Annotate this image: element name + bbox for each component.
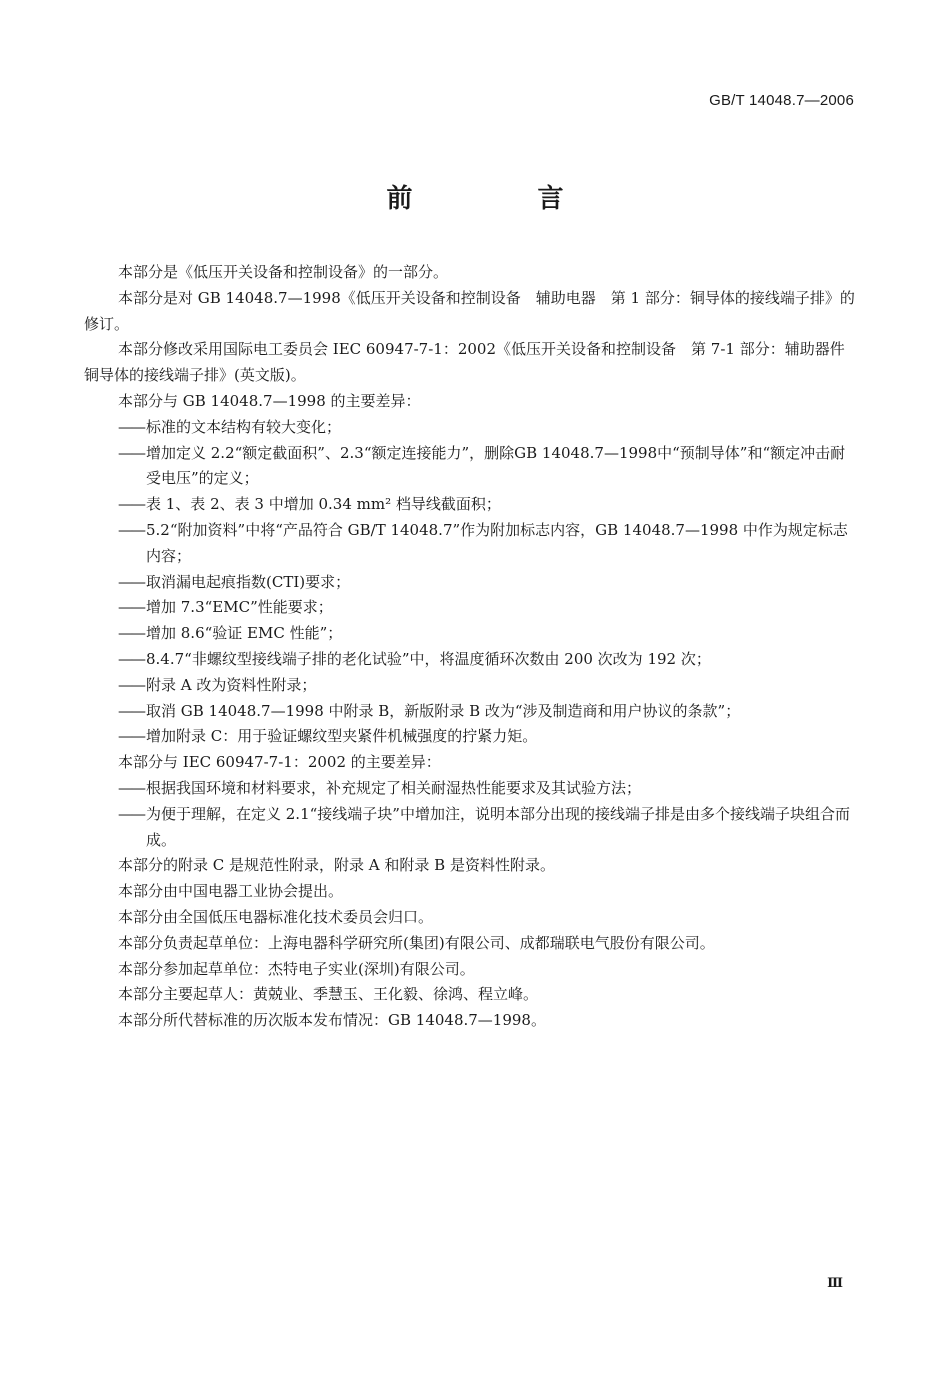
paragraph [84, 750, 856, 776]
paragraph [84, 982, 856, 1008]
paragraph-text: 增加附录 C：用于验证螺纹型夹紧件机械强度的拧紧力矩。 [146, 727, 538, 746]
paragraph [84, 931, 856, 957]
list-dash: —— [118, 520, 144, 539]
dash-list-item [84, 492, 856, 518]
list-dash: —— [118, 417, 144, 436]
paragraph-text: 增加 8.6“验证 EMC 性能”； [146, 624, 343, 643]
page-title: 前 言 [386, 184, 622, 214]
list-dash: —— [118, 572, 144, 591]
paragraph [84, 853, 856, 879]
paragraph-text: 本部分主要起草人：黄兢业、季慧玉、王化毅、徐鸿、程立峰。 [118, 985, 539, 1004]
list-dash: —— [118, 778, 144, 797]
list-dash: —— [118, 598, 144, 617]
paragraph-text: 表 1、表 2、表 3 中增加 0.34 mm² 档导线截面积； [146, 495, 501, 514]
paragraph-text: 增加 7.3“EMC”性能要求； [146, 598, 333, 617]
list-dash: —— [118, 443, 144, 462]
paragraph-text: 取消 GB 14048.7—1998 中附录 B，新版附录 B 改为“涉及制造商和用户协议的条款”； [146, 701, 741, 720]
paragraph-text: 增加定义 2.2“额定截面积”、2.3“额定连接能力”，删除GB 14048.7—1998中“预制导体”和“额定冲击耐受电压”的定义； [146, 443, 846, 488]
document-body [84, 260, 860, 1034]
paragraph [84, 879, 856, 905]
paragraph-text: 本部分所代替标准的历次版本发布情况：GB 14048.7—1998。 [118, 1011, 546, 1030]
dash-list-item [84, 441, 856, 493]
paragraph-text: 本部分修改采用国际电工委员会 IEC 60947-7-1：2002《低压开关设备和控制设备 第 7-1 部分：辅助器件 铜导体的接线端子排》(英文版)。 [84, 340, 860, 385]
dash-list-item [84, 724, 856, 750]
list-dash: —— [118, 649, 144, 668]
dash-list-item [84, 699, 856, 725]
paragraph-text: 本部分由中国电器工业协会提出。 [118, 882, 344, 901]
paragraph-text: 取消漏电起痕指数(CTI)要求； [146, 572, 351, 591]
paragraph [84, 1008, 856, 1034]
paragraph-text: 本部分的附录 C 是规范性附录，附录 A 和附录 B 是资料性附录。 [118, 856, 555, 875]
paragraph-text: 本部分是对 GB 14048.7—1998《低压开关设备和控制设备 辅助电器 第 1 部分：铜导体的接线端子排》的修订。 [84, 288, 855, 333]
paragraph [84, 286, 856, 338]
paragraph [84, 957, 856, 983]
paragraph-text: 附录 A 改为资料性附录； [146, 675, 317, 694]
paragraph-text: 本部分负责起草单位：上海电器科学研究所(集团)有限公司、成都瑞联电气股份有限公司。 [118, 933, 715, 952]
paragraph-text: 本部分参加起草单位：杰特电子实业(深圳)有限公司。 [118, 959, 475, 978]
dash-list-item [84, 776, 856, 802]
dash-list-item [84, 621, 856, 647]
dash-list-item [84, 802, 856, 854]
paragraph [84, 260, 856, 286]
list-dash: —— [118, 727, 144, 746]
paragraph-text: 本部分是《低压开关设备和控制设备》的一部分。 [118, 263, 449, 281]
list-dash: —— [118, 495, 144, 514]
list-dash: —— [118, 624, 144, 643]
paragraph-text: 5.2“附加资料”中将“产品符合 GB/T 14048.7”作为附加标志内容，GB 14048.7—1998 中作为规定标志内容； [146, 520, 848, 565]
dash-list-item [84, 673, 856, 699]
list-dash: —— [118, 675, 144, 694]
paragraph [84, 337, 860, 389]
page-number: Ⅲ [827, 1276, 843, 1291]
standard-code: GB/T 14048.7—2006 [709, 92, 854, 109]
paragraph-text: 8.4.7“非螺纹型接线端子排的老化试验”中，将温度循环次数由 200 次改为 192 次； [146, 649, 711, 668]
paragraph [84, 389, 856, 415]
paragraph-text: 本部分与 GB 14048.7—1998 的主要差异： [118, 391, 421, 410]
paragraph [84, 905, 856, 931]
list-dash: —— [118, 804, 144, 823]
dash-list-item [84, 518, 856, 570]
paragraph-text: 标准的文本结构有较大变化； [146, 417, 342, 436]
paragraph-text: 本部分与 IEC 60947-7-1：2002 的主要差异： [118, 753, 441, 772]
paragraph-text: 本部分由全国低压电器标准化技术委员会归口。 [118, 907, 434, 926]
dash-list-item [84, 570, 856, 596]
paragraph-text: 为便于理解，在定义 2.1“接线端子块”中增加注，说明本部分出现的接线端子排是由多个接线端子块组合而成。 [146, 804, 850, 849]
dash-list-item [84, 415, 856, 441]
dash-list-item [84, 647, 856, 673]
paragraph-text: 根据我国环境和材料要求，补充规定了相关耐湿热性能要求及其试验方法； [146, 778, 642, 797]
list-dash: —— [118, 701, 144, 720]
dash-list-item [84, 595, 856, 621]
